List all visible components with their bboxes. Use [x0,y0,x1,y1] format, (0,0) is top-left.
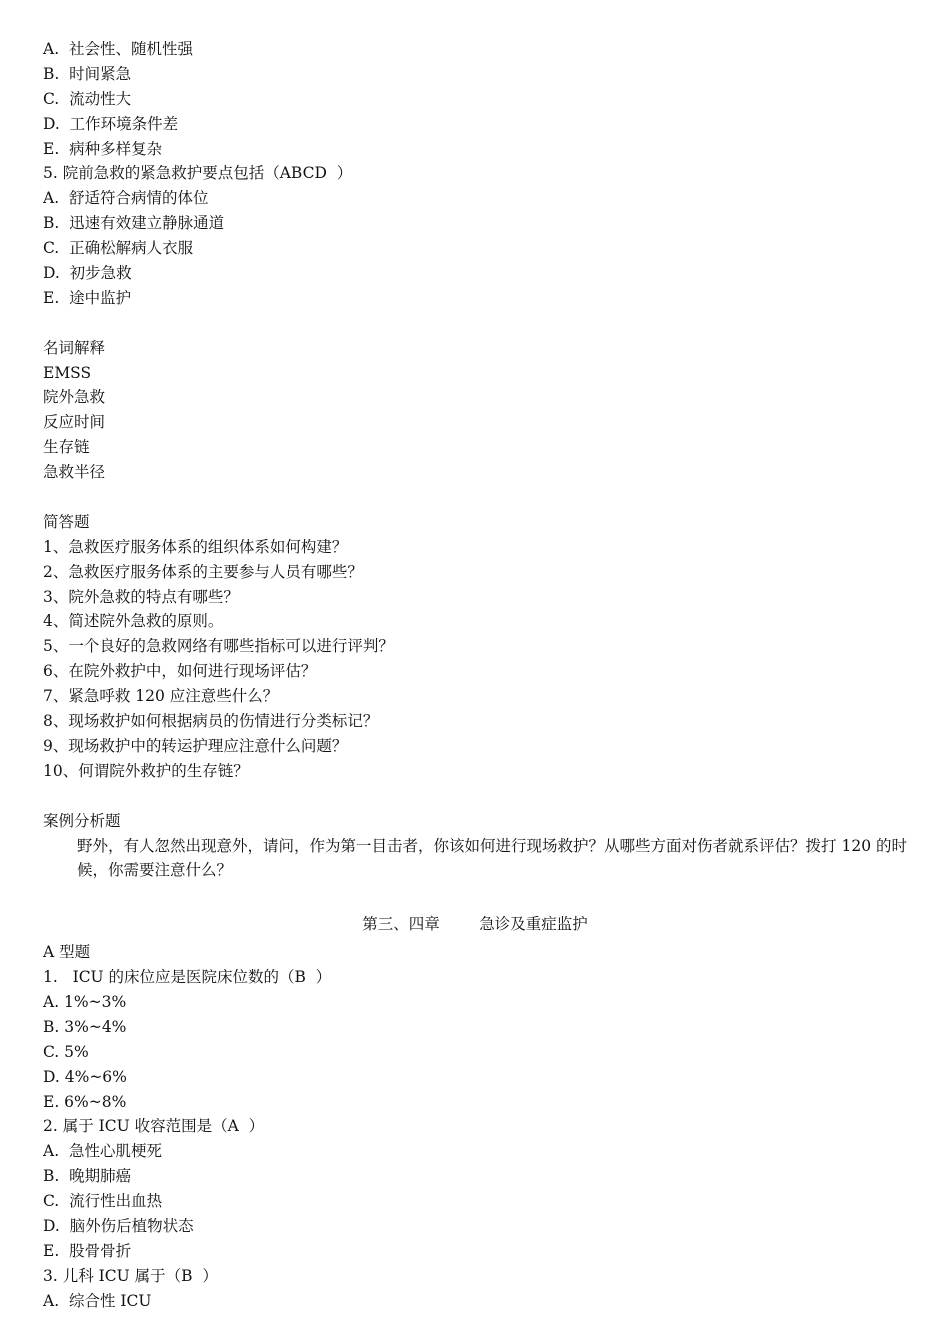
blank-line [43,311,907,336]
option-line: A. 急性心肌梗死 [43,1142,162,1161]
blank-line [43,485,907,510]
chapter-title: 第三、四章 急诊及重症监护 [362,915,588,934]
term-item: EMSS [43,363,92,382]
question-type-label: A 型题 [43,943,91,962]
option-line: B. 晚期肺癌 [43,1167,132,1186]
option-line: E. 股骨骨折 [43,1241,132,1260]
blank-line [43,883,907,908]
short-answer-item: 9、现场救护中的转运护理应注意什么问题？ [43,736,348,755]
question-line: 1. ICU 的床位应是医院床位数的（B ） [43,968,332,987]
option-line: A. 综合性 ICU [43,1291,152,1310]
short-answer-item: 1、急救医疗服务体系的组织体系如何构建？ [43,537,348,556]
short-answer-item: 8、现场救护如何根据病员的伤情进行分类标记？ [43,712,379,731]
option-line: B. 3%~4% [43,1017,127,1036]
term-item: 生存链 [43,438,90,457]
short-answer-item: 3、院外急救的特点有哪些？ [43,587,239,606]
option-line: C. 流动性大 [43,89,132,108]
short-answer-item: 7、紧急呼救 120 应注意些什么？ [43,687,279,706]
short-answer-item: 10、何谓院外救护的生存链？ [43,761,249,780]
option-line: D. 4%~6% [43,1067,127,1086]
question-line: 5. 院前急救的紧急救护要点包括（ABCD ） [43,164,353,183]
question-line: 2. 属于 ICU 收容范围是（A ） [43,1117,265,1136]
option-line: C. 流行性出血热 [43,1192,163,1211]
option-line: B. 迅速有效建立静脉通道 [43,214,225,233]
option-line: A. 1%~3% [43,992,127,1011]
short-answer-item: 4、简述院外急救的原则。 [43,612,224,631]
option-line: D. 初步急救 [43,264,132,283]
section-heading-terms: 名词解释 [43,338,106,357]
section-heading-short-answer: 简答题 [43,512,90,531]
option-line: A. 舒适符合病情的体位 [43,189,209,208]
term-item: 院外急救 [43,388,106,407]
term-item: 急救半径 [43,463,106,482]
option-line: B. 时间紧急 [43,64,132,83]
short-answer-item: 5、一个良好的急救网络有哪些指标可以进行评判？ [43,637,394,656]
option-line: E. 病种多样复杂 [43,139,163,158]
case-paragraph: 野外，有人忽然出现意外，请问，作为第一目击者，你该如何进行现场救护？从哪些方面对伤者就系评估？拨打 120 的时候，你需要注意什么？ [77,836,907,880]
short-answer-item: 6、在院外救护中，如何进行现场评估？ [43,662,317,681]
question-line: 3. 儿科 ICU 属于（B ） [43,1266,218,1285]
option-line: D. 工作环境条件差 [43,114,179,133]
option-line: C. 正确松解病人衣服 [43,239,194,258]
option-line: D. 脑外伤后植物状态 [43,1217,194,1235]
option-line: A. 社会性、随机性强 [43,40,193,58]
term-item: 反应时间 [43,413,106,432]
document-page [43,37,907,1314]
blank-line [43,784,907,809]
option-line: E. 途中监护 [43,288,132,307]
short-answer-item: 2、急救医疗服务体系的主要参与人员有哪些？ [43,562,363,581]
option-line: E. 6%~8% [43,1092,127,1111]
option-line: C. 5% [43,1042,89,1061]
section-heading-case: 案例分析题 [43,811,121,830]
